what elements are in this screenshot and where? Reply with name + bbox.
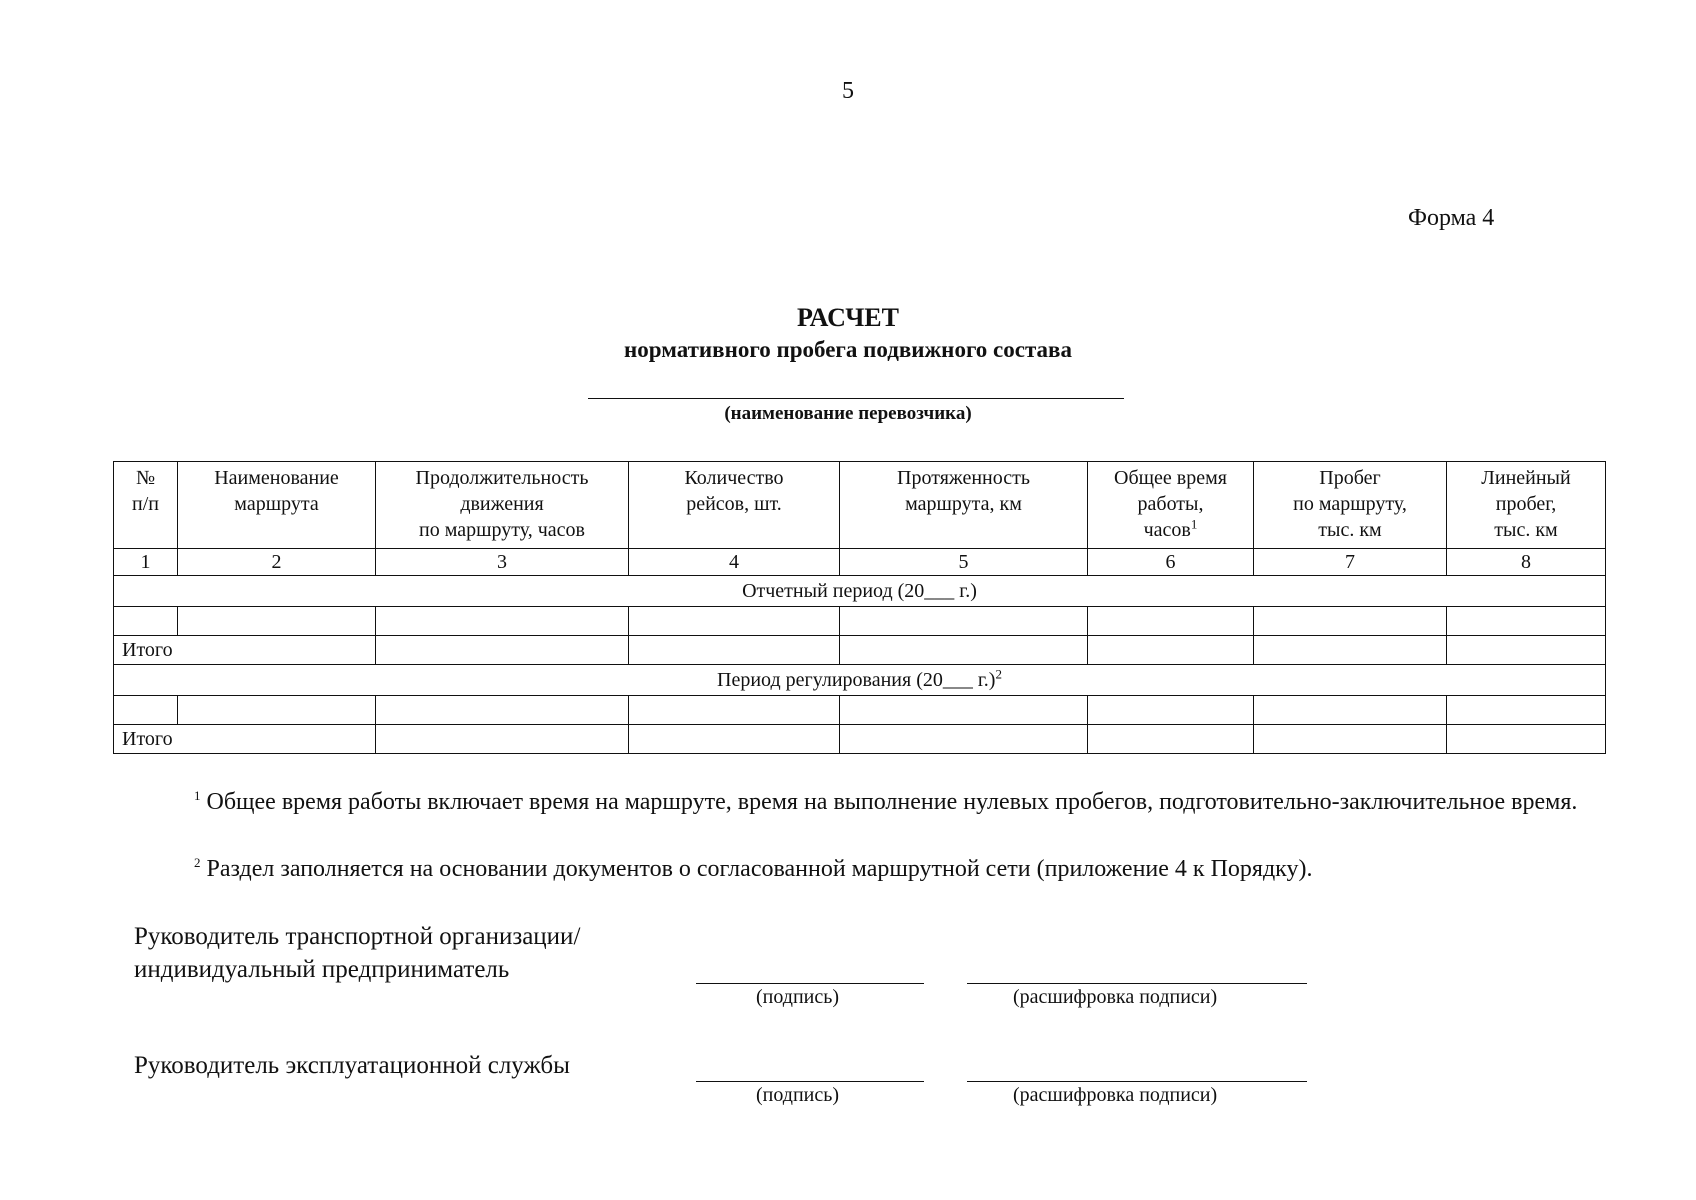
footnote-2 [194,853,1594,885]
header-cell-duration: Продолжительность движения по маршруту, часов [376,462,629,549]
column-number: 3 [376,549,629,576]
carrier-name-caption: (наименование перевозчика) [724,403,972,424]
signature-line[interactable] [696,983,924,984]
document-title: РАСЧЕТ [797,303,899,332]
total-row-reporting [114,636,1606,665]
table-cell[interactable] [1447,725,1606,754]
table-cell[interactable] [840,696,1088,725]
section-row-reporting [114,576,1606,607]
table-cell[interactable] [1447,636,1606,665]
table-cell[interactable] [629,725,840,754]
footnote-mark: 2 [194,855,201,870]
footnote-2-text: Раздел заполняется на основании документов о согласованной маршрутной сети (приложение 4 к Порядку). [206,856,1313,882]
table-cell[interactable] [1088,725,1254,754]
header-cell-trips: Количество рейсов, шт. [629,462,840,549]
header-cell-route-mileage: Пробег по маршруту, тыс. км [1254,462,1447,549]
signer-2-title: Руководитель эксплуатационной службы [134,1052,570,1079]
table-header-row [114,462,1606,549]
table-cell[interactable] [629,636,840,665]
total-label: Итого [114,636,376,665]
table-cell[interactable] [1447,696,1606,725]
signer-1-title: Руководитель транспортной организации/ индивидуальный предприниматель [134,923,581,983]
column-number: 8 [1447,549,1606,576]
table-cell[interactable] [376,725,629,754]
form-label: Форма 4 [1408,205,1495,231]
page-number: 5 [842,78,854,104]
column-number: 5 [840,549,1088,576]
table-cell[interactable] [840,636,1088,665]
table-cell[interactable] [1088,607,1254,636]
column-number-row [114,549,1606,576]
column-number: 1 [114,549,178,576]
signature-decoding-caption: (расшифровка подписи) [1013,1084,1218,1106]
table-cell[interactable] [1254,725,1447,754]
header-cell-route-length: Протяженность маршрута, км [840,462,1088,549]
table-cell[interactable] [178,607,376,636]
table-cell[interactable] [840,607,1088,636]
table-cell[interactable] [114,607,178,636]
signature-line[interactable] [696,1081,924,1082]
table-cell[interactable] [1254,607,1447,636]
section-label-regulation: Период регулирования (20___ г.)$^2$ [114,665,1606,696]
section-row-regulation [114,665,1606,696]
table-cell[interactable] [629,607,840,636]
header-cell-linear-mileage: Линейный пробег, тыс. км [1447,462,1606,549]
signature-decoding-line[interactable] [967,983,1307,984]
table-cell[interactable] [1254,636,1447,665]
header-cell-route-name: Наименование маршрута [178,462,376,549]
table-cell[interactable] [629,696,840,725]
table-cell[interactable] [840,725,1088,754]
mileage-table [113,461,1606,754]
total-row-regulation [114,725,1606,754]
section-label-reporting: Отчетный период (20___ г.) [114,576,1606,607]
table-row [114,607,1606,636]
table-row [114,696,1606,725]
footnote-1-text: Общее время работы включает время на маршруте, время на выполнение нулевых пробегов, подготовительно-заключительное время. [206,789,1578,815]
column-number: 6 [1088,549,1254,576]
table-cell[interactable] [178,696,376,725]
footnote-mark: 1 [1190,516,1198,532]
table-cell[interactable] [1088,696,1254,725]
header-cell-number: № п/п [114,462,178,549]
footnote-1 [122,786,1594,818]
document-subtitle: нормативного пробега подвижного состава [624,337,1072,362]
total-label: Итого [114,725,376,754]
footnote-mark: 2 [995,666,1002,682]
table-cell[interactable] [376,696,629,725]
signature-caption: (подпись) [756,1084,840,1106]
table-cell[interactable] [1088,636,1254,665]
table-cell[interactable] [376,636,629,665]
signature-decoding-caption: (расшифровка подписи) [1013,986,1218,1008]
table-cell[interactable] [376,607,629,636]
column-number: 7 [1254,549,1447,576]
column-number: 2 [178,549,376,576]
signature-decoding-line[interactable] [967,1081,1307,1082]
column-number: 4 [629,549,840,576]
header-cell-total-time: Общее время работы, часов$^1$ [1088,462,1254,549]
signature-caption: (подпись) [756,986,840,1008]
footnote-mark: 1 [194,788,201,803]
table-cell[interactable] [1447,607,1606,636]
table-cell[interactable] [114,696,178,725]
carrier-name-line [588,398,1124,399]
table-cell[interactable] [1254,696,1447,725]
